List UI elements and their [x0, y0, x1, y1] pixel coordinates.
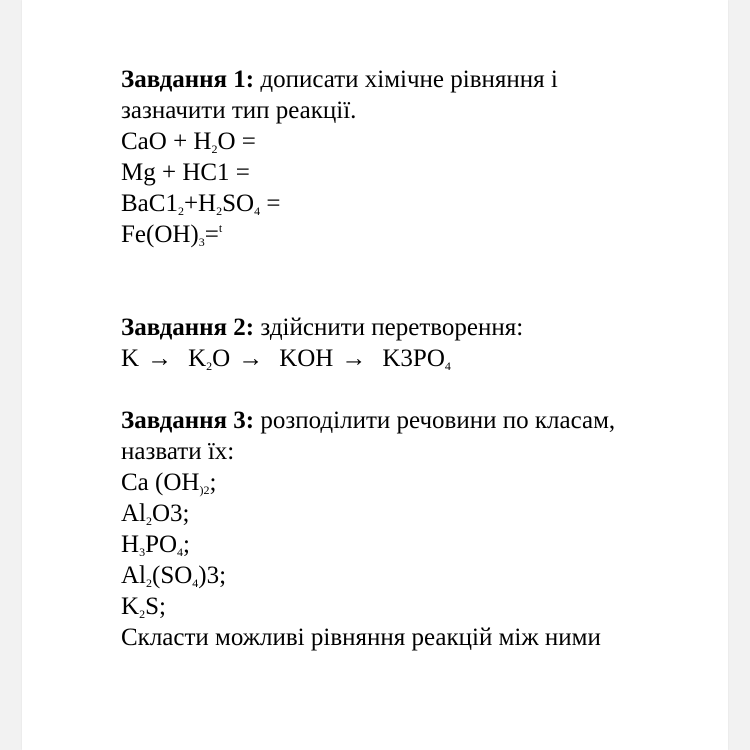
- task3-text-line2: назвати їх:: [121, 438, 235, 465]
- task3-substance-2: $Al_2O3$;: [121, 500, 190, 528]
- task3-substance-5: $K_2S$;: [121, 593, 166, 621]
- task3-final-instruction: Скласти можливі рівняння реакцій між ними: [121, 624, 601, 651]
- task2-heading-line: [121, 312, 721, 343]
- task1-heading: Завдання 1:: [121, 66, 255, 93]
- document-page: [22, 0, 728, 750]
- task1-equation-1: CaO + $H_2O$ =: [121, 128, 256, 156]
- chain-arrow-1: →: [147, 345, 173, 372]
- task3-substance-1: Ca ($OH_{)2}$;: [121, 469, 217, 497]
- task2-text: здійснити перетворення:: [260, 314, 524, 341]
- task1-equation-2: Mg + HC1 =: [121, 159, 250, 186]
- spacer: [121, 374, 721, 405]
- task2-chain: $K \to K_2O$ → KOH → $K3PO_4$: [121, 345, 451, 373]
- chain-koh: KOH: [279, 345, 334, 372]
- task3-substance-4: $Al_2(SO_4)3$;: [121, 562, 227, 590]
- chain-arrow-2: →: [238, 345, 264, 372]
- task3-substance-3: $H_3PO_4$;: [121, 531, 190, 559]
- task1-text-line2: зазначити тип реакції.: [121, 97, 357, 124]
- task3-heading-line: [121, 405, 721, 436]
- chain-arrow-3: →: [341, 345, 367, 372]
- task3-heading: Завдання 3:: [121, 407, 255, 434]
- task1-equation-3: $BaC1_2+H_2SO_4$ =: [121, 190, 281, 218]
- chain-k: K: [121, 345, 140, 372]
- task3-text-line1: розподілити речовини по класам,: [260, 407, 616, 434]
- spacer: [121, 250, 721, 312]
- task1-heading-line: [121, 64, 721, 95]
- document-content: [121, 64, 721, 653]
- task1-equation-4: $Fe(OH)_3=^t$: [121, 221, 223, 249]
- task1-text-line1: дописати хімічне рівняння і: [260, 66, 558, 93]
- task2-heading: Завдання 2:: [121, 314, 255, 341]
